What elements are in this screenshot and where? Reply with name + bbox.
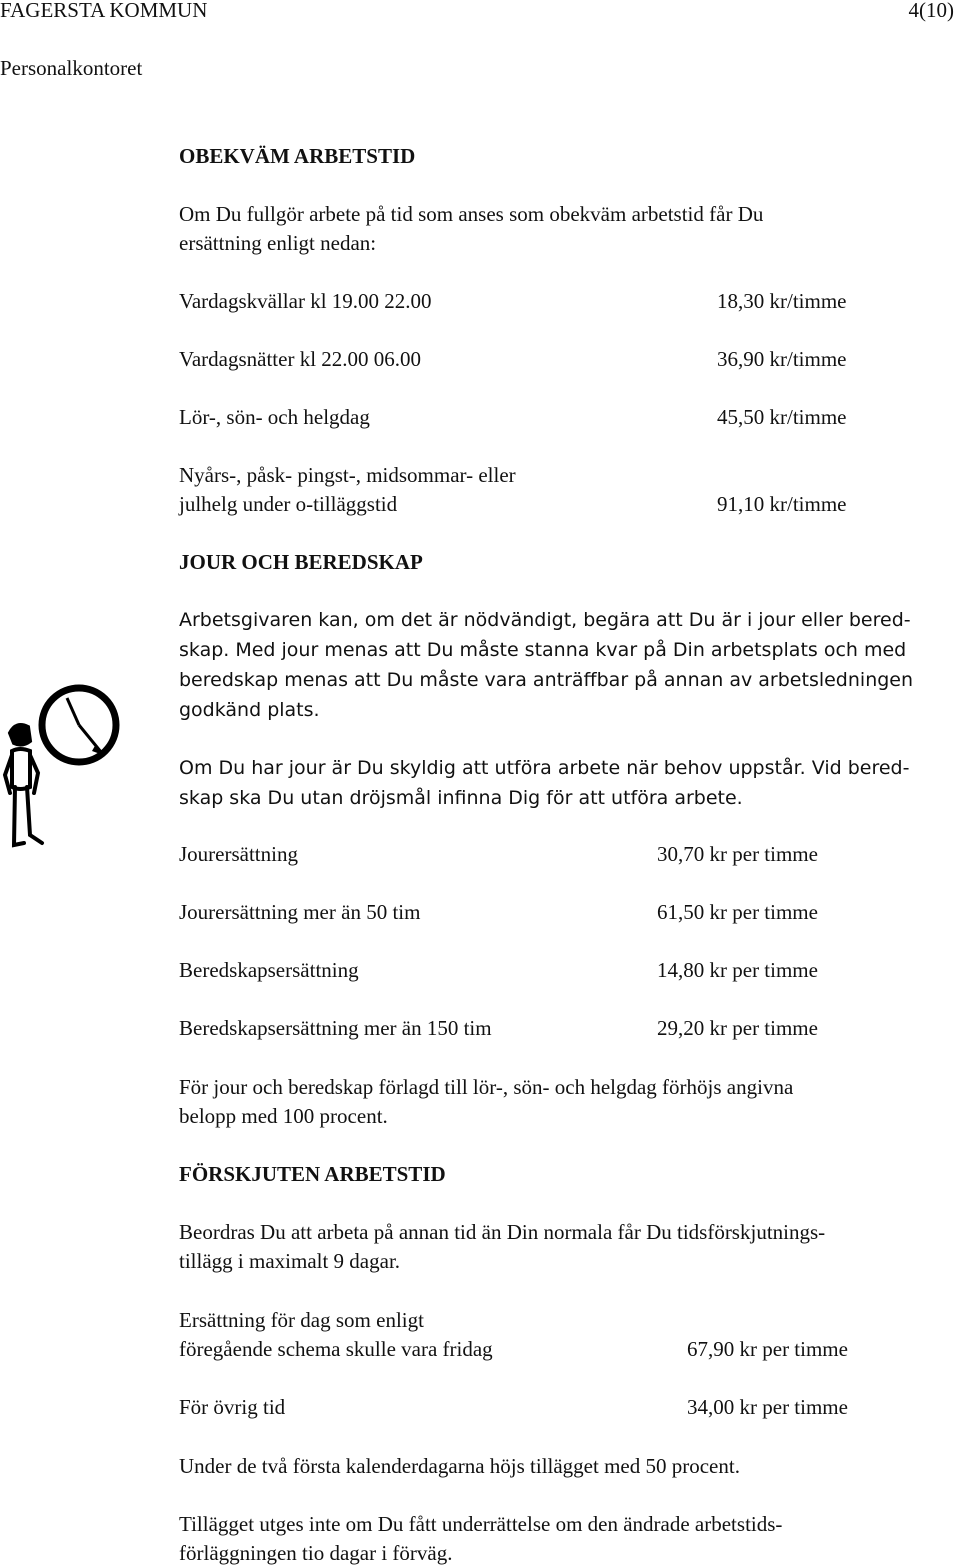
forskjuten-row-label: För övrig tid — [179, 1395, 286, 1419]
forskjuten-note-1: Under de två första kalenderdagarna höjs tillägget med 50 procent. — [179, 1454, 740, 1478]
forskjuten-row-value: 34,00 kr per timme — [687, 1395, 848, 1419]
forskjuten-intro-line-2: tillägg i maximalt 9 dagar. — [179, 1249, 401, 1273]
forskjuten-row-value: 67,90 kr per timme — [687, 1337, 848, 1361]
stick-figure-icon — [5, 725, 42, 845]
forskjuten-note-2-line-1: Tillägget utges inte om Du fått underrättelse om den ändrade arbetstids- — [179, 1512, 783, 1536]
obekvam-row-value: 45,50 kr/timme — [717, 405, 847, 429]
obekvam-row-value: 91,10 kr/timme — [717, 492, 847, 516]
jour-para2-line-1: Om Du har jour är Du skyldig att utföra arbete när behov uppstår. Vid bered- — [179, 757, 910, 779]
section-heading-jour: JOUR OCH BEREDSKAP — [179, 550, 423, 574]
obekvam-row-label: Vardagskvällar kl 19.00 22.00 — [179, 289, 432, 313]
section-heading-forskjuten: FÖRSKJUTEN ARBETSTID — [179, 1162, 446, 1186]
person-with-clock-illustration — [0, 675, 125, 855]
jour-para1-line-3: beredskap menas att Du måste vara anträffbar på annan av arbetsledningen — [179, 669, 914, 691]
jour-para2-line-2: skap ska Du utan dröjsmål infinna Dig för att utföra arbete. — [179, 787, 743, 809]
obekvam-row-label: Lör-, sön- och helgdag — [179, 405, 370, 429]
org-name: FAGERSTA KOMMUN — [0, 0, 208, 22]
jour-row-label: Beredskapsersättning mer än 150 tim — [179, 1016, 492, 1040]
forskjuten-row-label: Ersättning för dag som enligt — [179, 1308, 424, 1332]
clock-icon — [42, 688, 116, 762]
obekvam-row-label-cont: julhelg under o-tilläggstid — [179, 492, 398, 516]
forskjuten-intro-line-1: Beordras Du att arbeta på annan tid än Din normala får Du tidsförskjutnings- — [179, 1220, 826, 1244]
section-heading-obekvam: OBEKVÄM ARBETSTID — [179, 144, 416, 168]
page-number: 4(10) — [908, 0, 954, 22]
jour-para1-line-4: godkänd plats. — [179, 699, 320, 721]
jour-row-value: 14,80 kr per timme — [657, 958, 818, 982]
forskjuten-row-label-cont: föregående schema skulle vara fridag — [179, 1337, 493, 1361]
jour-row-label: Beredskapsersättning — [179, 958, 359, 982]
jour-row-value: 61,50 kr per timme — [657, 900, 818, 924]
jour-row-label: Jourersättning mer än 50 tim — [179, 900, 421, 924]
jour-row-value: 29,20 kr per timme — [657, 1016, 818, 1040]
obekvam-row-value: 36,90 kr/timme — [717, 347, 847, 371]
jour-note-line-2: belopp med 100 procent. — [179, 1104, 388, 1128]
jour-note-line-1: För jour och beredskap förlagd till lör-, sön- och helgdag förhöjs angivna — [179, 1075, 794, 1099]
department-name: Personalkontoret — [0, 56, 143, 80]
obekvam-row-label: Vardagsnätter kl 22.00 06.00 — [179, 347, 422, 371]
jour-row-label: Jourersättning — [179, 842, 298, 866]
obekvam-row-label: Nyårs-, påsk- pingst-, midsommar- eller — [179, 463, 516, 487]
jour-para1-line-1: Arbetsgivaren kan, om det är nödvändigt, begära att Du är i jour eller bered- — [179, 609, 911, 631]
obekvam-row-value: 18,30 kr/timme — [717, 289, 847, 313]
jour-row-value: 30,70 kr per timme — [657, 842, 818, 866]
jour-para1-line-2: skap. Med jour menas att Du måste stanna kvar på Din arbetsplats och med — [179, 639, 907, 661]
forskjuten-note-2-line-2: förläggningen tio dagar i förväg. — [179, 1541, 453, 1565]
obekvam-intro-line-2: ersättning enligt nedan: — [179, 231, 377, 255]
obekvam-intro-line-1: Om Du fullgör arbete på tid som anses som obekväm arbetstid får Du — [179, 202, 764, 226]
